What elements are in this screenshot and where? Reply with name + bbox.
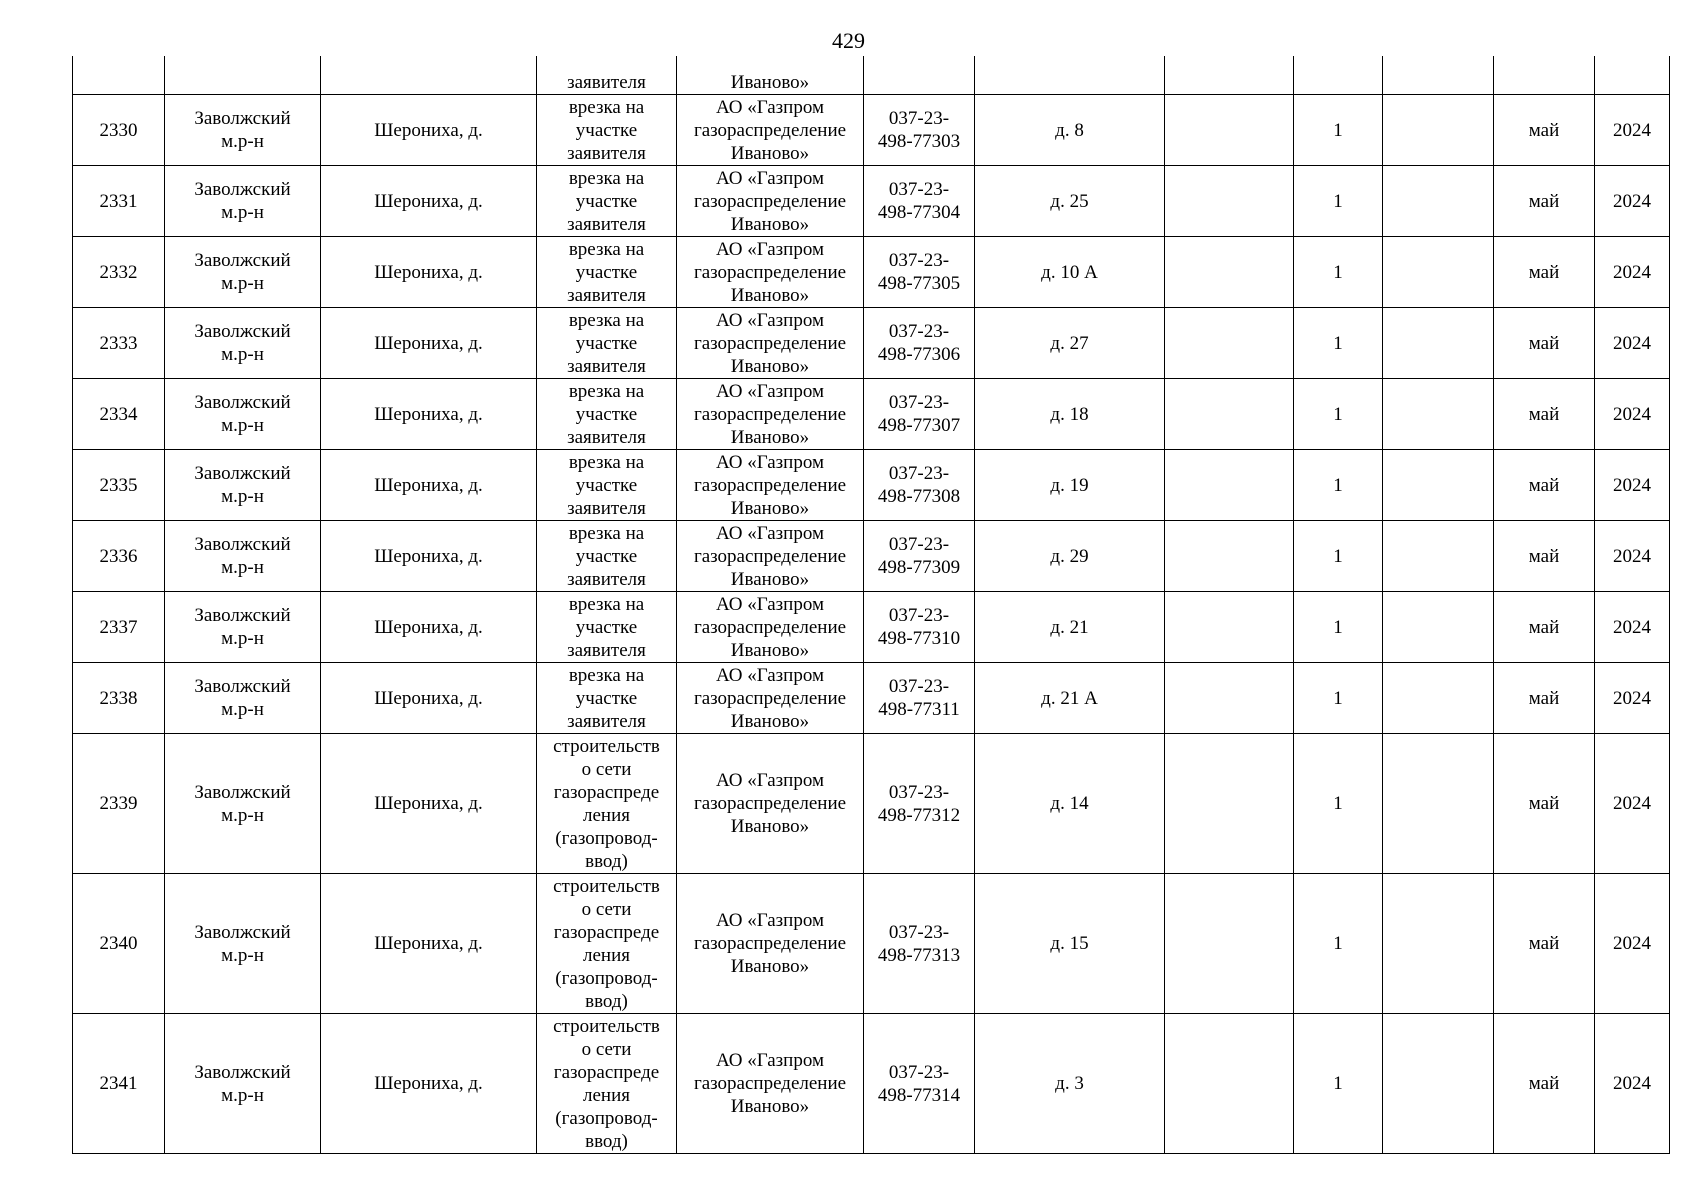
cell-code: 037-23- 498-77309: [864, 521, 975, 592]
cell-year: 2024: [1595, 308, 1670, 379]
cell-organization: АО «Газпром газораспределение Иваново»: [677, 166, 864, 237]
cell-month: [1494, 56, 1595, 95]
cell-house: д. 19: [975, 450, 1165, 521]
cell-col10: [1383, 166, 1494, 237]
cell-month: май: [1494, 592, 1595, 663]
cell-col10: [1383, 1014, 1494, 1154]
cell-work-type: врезка на участке заявителя: [537, 663, 677, 734]
cell-col10: [1383, 734, 1494, 874]
cell-house: д. 29: [975, 521, 1165, 592]
cell-work-type: врезка на участке заявителя: [537, 308, 677, 379]
cell-year: 2024: [1595, 237, 1670, 308]
cell-month: май: [1494, 874, 1595, 1014]
cell-organization: АО «Газпром газораспределение Иваново»: [677, 237, 864, 308]
cell-house: д. 14: [975, 734, 1165, 874]
cell-year: 2024: [1595, 874, 1670, 1014]
cell-work-type: строительств о сети газораспреде ления (газопровод- ввод): [537, 734, 677, 874]
cell-month: май: [1494, 663, 1595, 734]
cell-house: д. 3: [975, 1014, 1165, 1154]
cell-month: май: [1494, 1014, 1595, 1154]
cell-number: 2331: [73, 166, 165, 237]
cell-locality: Шерониха, д.: [321, 521, 537, 592]
cell-month: май: [1494, 237, 1595, 308]
page-number: 429: [832, 28, 865, 53]
cell-quantity: 1: [1294, 450, 1383, 521]
cell-locality: Шерониха, д.: [321, 734, 537, 874]
cell-quantity: 1: [1294, 166, 1383, 237]
cell-month: май: [1494, 521, 1595, 592]
cell-organization: АО «Газпром газораспределение Иваново»: [677, 95, 864, 166]
cell-col10: [1383, 308, 1494, 379]
cell-year: 2024: [1595, 379, 1670, 450]
cell-month: май: [1494, 166, 1595, 237]
cell-code: 037-23- 498-77303: [864, 95, 975, 166]
cell-col8: [1165, 663, 1294, 734]
cell-code: 037-23- 498-77311: [864, 663, 975, 734]
cell-locality: Шерониха, д.: [321, 379, 537, 450]
cell-organization: АО «Газпром газораспределение Иваново»: [677, 379, 864, 450]
cell-house: д. 15: [975, 874, 1165, 1014]
cell-house: д. 25: [975, 166, 1165, 237]
cell-district: Заволжский м.р-н: [165, 450, 321, 521]
cell-district: Заволжский м.р-н: [165, 874, 321, 1014]
cell-quantity: 1: [1294, 734, 1383, 874]
cell-col10: [1383, 663, 1494, 734]
cell-house: д. 10 А: [975, 237, 1165, 308]
cell-organization: АО «Газпром газораспределение Иваново»: [677, 1014, 864, 1154]
cell-district: Заволжский м.р-н: [165, 379, 321, 450]
cell-col8: [1165, 874, 1294, 1014]
cell-year: 2024: [1595, 521, 1670, 592]
cell-locality: Шерониха, д.: [321, 166, 537, 237]
cell-locality: Шерониха, д.: [321, 450, 537, 521]
cell-organization: АО «Газпром газораспределение Иваново»: [677, 521, 864, 592]
cell-col10: [1383, 874, 1494, 1014]
cell-quantity: 1: [1294, 663, 1383, 734]
cell-col10: [1383, 592, 1494, 663]
cell-house: д. 21 А: [975, 663, 1165, 734]
cell-col10: [1383, 450, 1494, 521]
cell-month: май: [1494, 95, 1595, 166]
cell-month: май: [1494, 379, 1595, 450]
cell-col8: [1165, 734, 1294, 874]
table-row: [73, 450, 1670, 521]
cell-quantity: [1294, 56, 1383, 95]
table-row: [73, 95, 1670, 166]
cell-code: 037-23- 498-77310: [864, 592, 975, 663]
cell-work-type: врезка на участке заявителя: [537, 450, 677, 521]
cell-col8: [1165, 521, 1294, 592]
cell-house: д. 27: [975, 308, 1165, 379]
cell-code: 037-23- 498-77306: [864, 308, 975, 379]
cell-number: 2340: [73, 874, 165, 1014]
cell-organization: АО «Газпром газораспределение Иваново»: [677, 308, 864, 379]
cell-col10: [1383, 56, 1494, 95]
cell-code: 037-23- 498-77307: [864, 379, 975, 450]
cell-number: 2335: [73, 450, 165, 521]
cell-quantity: 1: [1294, 237, 1383, 308]
cell-locality: Шерониха, д.: [321, 95, 537, 166]
cell-locality: Шерониха, д.: [321, 1014, 537, 1154]
cell-work-type: строительств о сети газораспреде ления (газопровод- ввод): [537, 874, 677, 1014]
cell-number: [73, 56, 165, 95]
cell-locality: [321, 56, 537, 95]
cell-year: 2024: [1595, 166, 1670, 237]
cell-quantity: 1: [1294, 95, 1383, 166]
cell-house: д. 21: [975, 592, 1165, 663]
cell-locality: Шерониха, д.: [321, 592, 537, 663]
cell-col8: [1165, 450, 1294, 521]
cell-number: 2338: [73, 663, 165, 734]
cell-year: 2024: [1595, 95, 1670, 166]
cell-work-type: врезка на участке заявителя: [537, 379, 677, 450]
cell-code: 037-23- 498-77312: [864, 734, 975, 874]
table-row: [73, 592, 1670, 663]
cell-district: Заволжский м.р-н: [165, 166, 321, 237]
cell-organization: АО «Газпром газораспределение Иваново»: [677, 592, 864, 663]
cell-code: 037-23- 498-77314: [864, 1014, 975, 1154]
cell-code: 037-23- 498-77308: [864, 450, 975, 521]
cell-code: 037-23- 498-77305: [864, 237, 975, 308]
cell-district: Заволжский м.р-н: [165, 734, 321, 874]
cell-col8: [1165, 56, 1294, 95]
table-row: [73, 734, 1670, 874]
cell-quantity: 1: [1294, 1014, 1383, 1154]
cell-organization: Иваново»: [677, 56, 864, 95]
cell-month: май: [1494, 734, 1595, 874]
cell-quantity: 1: [1294, 308, 1383, 379]
cell-year: 2024: [1595, 592, 1670, 663]
cell-col8: [1165, 308, 1294, 379]
table-row: [73, 166, 1670, 237]
cell-district: [165, 56, 321, 95]
cell-code: [864, 56, 975, 95]
cell-code: 037-23- 498-77304: [864, 166, 975, 237]
cell-number: 2334: [73, 379, 165, 450]
cell-month: май: [1494, 308, 1595, 379]
cell-col10: [1383, 237, 1494, 308]
cell-year: 2024: [1595, 450, 1670, 521]
cell-col8: [1165, 1014, 1294, 1154]
cell-quantity: 1: [1294, 592, 1383, 663]
cell-work-type: врезка на участке заявителя: [537, 95, 677, 166]
cell-col10: [1383, 95, 1494, 166]
cell-locality: Шерониха, д.: [321, 874, 537, 1014]
cell-number: 2339: [73, 734, 165, 874]
cell-organization: АО «Газпром газораспределение Иваново»: [677, 874, 864, 1014]
table-row: [73, 521, 1670, 592]
table-row-continued: [73, 56, 1670, 95]
cell-district: Заволжский м.р-н: [165, 308, 321, 379]
cell-organization: АО «Газпром газораспределение Иваново»: [677, 663, 864, 734]
cell-district: Заволжский м.р-н: [165, 95, 321, 166]
cell-work-type: врезка на участке заявителя: [537, 166, 677, 237]
cell-code: 037-23- 498-77313: [864, 874, 975, 1014]
cell-locality: Шерониха, д.: [321, 663, 537, 734]
table-row: [73, 308, 1670, 379]
cell-col8: [1165, 379, 1294, 450]
cell-work-type: врезка на участке заявителя: [537, 521, 677, 592]
cell-col8: [1165, 592, 1294, 663]
table-row: [73, 663, 1670, 734]
cell-quantity: 1: [1294, 521, 1383, 592]
table-row: [73, 379, 1670, 450]
cell-organization: АО «Газпром газораспределение Иваново»: [677, 450, 864, 521]
cell-year: [1595, 56, 1670, 95]
cell-quantity: 1: [1294, 379, 1383, 450]
cell-work-type: врезка на участке заявителя: [537, 237, 677, 308]
cell-col10: [1383, 379, 1494, 450]
cell-number: 2337: [73, 592, 165, 663]
table-row: [73, 874, 1670, 1014]
cell-year: 2024: [1595, 734, 1670, 874]
table-row: [73, 1014, 1670, 1154]
cell-col8: [1165, 95, 1294, 166]
cell-col8: [1165, 237, 1294, 308]
cell-district: Заволжский м.р-н: [165, 1014, 321, 1154]
cell-month: май: [1494, 450, 1595, 521]
cell-year: 2024: [1595, 1014, 1670, 1154]
cell-house: д. 8: [975, 95, 1165, 166]
cell-district: Заволжский м.р-н: [165, 237, 321, 308]
registry-table: [72, 56, 1670, 1154]
cell-number: 2333: [73, 308, 165, 379]
cell-number: 2336: [73, 521, 165, 592]
table-row: [73, 237, 1670, 308]
cell-work-type: строительств о сети газораспреде ления (газопровод- ввод): [537, 1014, 677, 1154]
cell-year: 2024: [1595, 663, 1670, 734]
cell-number: 2341: [73, 1014, 165, 1154]
cell-work-type: заявителя: [537, 56, 677, 95]
cell-locality: Шерониха, д.: [321, 308, 537, 379]
table-body: [73, 56, 1670, 1154]
cell-col8: [1165, 166, 1294, 237]
cell-col10: [1383, 521, 1494, 592]
cell-number: 2332: [73, 237, 165, 308]
cell-district: Заволжский м.р-н: [165, 592, 321, 663]
cell-organization: АО «Газпром газораспределение Иваново»: [677, 734, 864, 874]
cell-district: Заволжский м.р-н: [165, 521, 321, 592]
cell-house: [975, 56, 1165, 95]
cell-district: Заволжский м.р-н: [165, 663, 321, 734]
cell-number: 2330: [73, 95, 165, 166]
cell-locality: Шерониха, д.: [321, 237, 537, 308]
cell-work-type: врезка на участке заявителя: [537, 592, 677, 663]
cell-quantity: 1: [1294, 874, 1383, 1014]
cell-house: д. 18: [975, 379, 1165, 450]
